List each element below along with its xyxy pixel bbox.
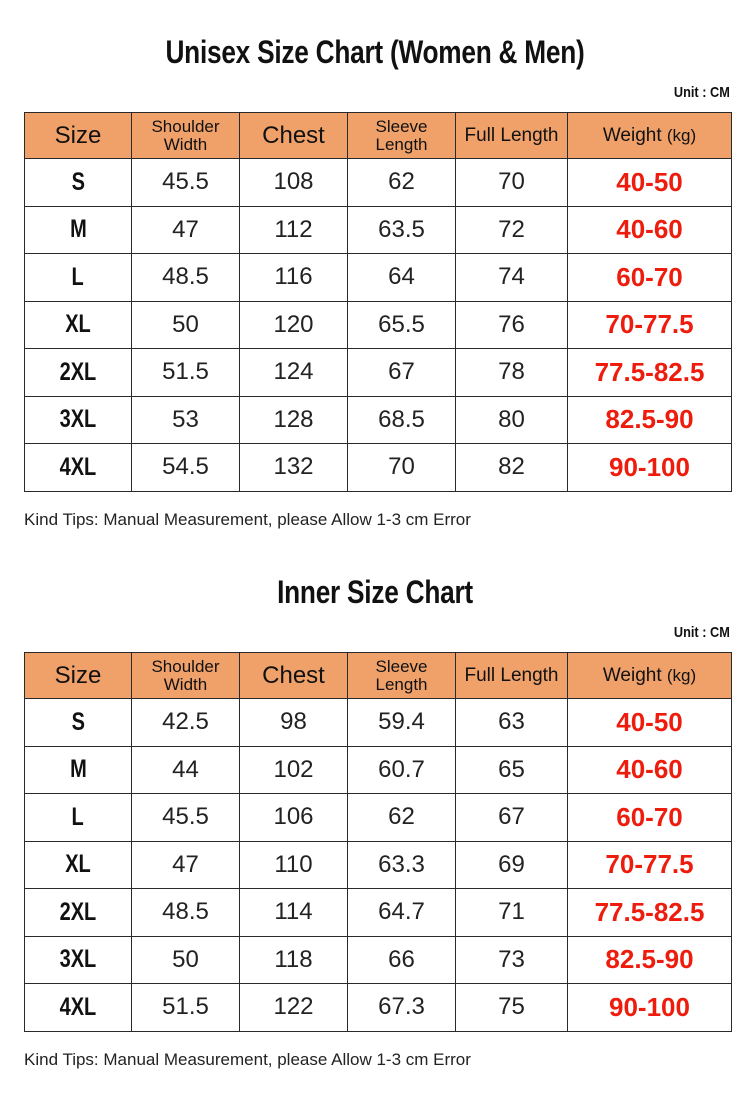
weight-cell: 70-77.5 xyxy=(568,301,732,349)
table-row xyxy=(25,396,732,444)
header-shoulder xyxy=(132,113,240,159)
size-label: L xyxy=(71,262,85,291)
size-cell xyxy=(25,936,132,984)
size-cell xyxy=(25,301,132,349)
chart-title: Inner Size Chart xyxy=(277,574,473,610)
sleeve-cell: 59.4 xyxy=(348,699,456,747)
chest-cell: 114 xyxy=(240,889,348,937)
header-shoulder-line1: Shoulder xyxy=(151,116,220,136)
sleeve-cell: 67 xyxy=(348,349,456,397)
table-row xyxy=(25,349,732,397)
length-cell: 71 xyxy=(456,889,568,937)
length-cell: 78 xyxy=(456,349,568,397)
length-cell: 73 xyxy=(456,936,568,984)
table-row xyxy=(25,889,732,937)
size-cell xyxy=(25,984,132,1032)
sleeve-cell: 62 xyxy=(348,159,456,207)
chest-cell: 108 xyxy=(240,159,348,207)
size-label: XL xyxy=(65,850,91,879)
header-shoulder-line2: Width xyxy=(163,674,208,694)
header-full-length: Full Length xyxy=(456,653,568,699)
chest-cell: 132 xyxy=(240,444,348,492)
header-sleeve-line1: Sleeve xyxy=(375,656,428,676)
length-cell: 69 xyxy=(456,841,568,889)
chest-cell: 128 xyxy=(240,396,348,444)
sleeve-cell: 62 xyxy=(348,794,456,842)
chest-cell: 122 xyxy=(240,984,348,1032)
weight-cell: 40-60 xyxy=(568,746,732,794)
length-cell: 80 xyxy=(456,396,568,444)
header-size: Size xyxy=(25,653,132,699)
size-label: 3XL xyxy=(59,405,97,434)
header-size: Size xyxy=(25,113,132,159)
header-shoulder-line2: Width xyxy=(163,134,208,154)
table-row xyxy=(25,206,732,254)
chest-cell: 102 xyxy=(240,746,348,794)
inner-size-chart-section xyxy=(0,540,750,1096)
weight-cell: 70-77.5 xyxy=(568,841,732,889)
size-cell xyxy=(25,746,132,794)
chest-cell: 124 xyxy=(240,349,348,397)
size-label: 4XL xyxy=(59,452,97,481)
size-cell xyxy=(25,206,132,254)
table-row xyxy=(25,841,732,889)
chart-title: Unisex Size Chart (Women & Men) xyxy=(165,34,585,70)
chest-cell: 106 xyxy=(240,794,348,842)
header-shoulder-line1: Shoulder xyxy=(151,656,220,676)
length-cell: 70 xyxy=(456,159,568,207)
weight-cell: 40-50 xyxy=(568,699,732,747)
sleeve-cell: 63.3 xyxy=(348,841,456,889)
size-table xyxy=(24,112,732,492)
size-label: 4XL xyxy=(59,992,97,1021)
header-weight-unit: (kg) xyxy=(666,125,697,145)
kind-tips: Kind Tips: Manual Measurement, please Allow 1-3 cm Error xyxy=(24,1050,471,1069)
header-shoulder xyxy=(132,653,240,699)
shoulder-cell: 48.5 xyxy=(132,254,240,302)
weight-cell: 82.5-90 xyxy=(568,936,732,984)
size-label: M xyxy=(69,755,87,784)
header-weight-unit: (kg) xyxy=(666,665,697,685)
table-row xyxy=(25,301,732,349)
length-cell: 72 xyxy=(456,206,568,254)
length-cell: 82 xyxy=(456,444,568,492)
chest-cell: 110 xyxy=(240,841,348,889)
header-sleeve xyxy=(348,653,456,699)
header-weight-label: Weight xyxy=(602,124,662,146)
size-cell xyxy=(25,889,132,937)
header-weight xyxy=(568,113,732,159)
header-sleeve xyxy=(348,113,456,159)
kind-tips: Kind Tips: Manual Measurement, please Allow 1-3 cm Error xyxy=(24,510,471,529)
shoulder-cell: 53 xyxy=(132,396,240,444)
size-table xyxy=(24,652,732,1032)
shoulder-cell: 51.5 xyxy=(132,984,240,1032)
size-label: XL xyxy=(65,310,91,339)
shoulder-cell: 54.5 xyxy=(132,444,240,492)
shoulder-cell: 44 xyxy=(132,746,240,794)
size-label: L xyxy=(71,802,85,831)
header-sleeve-line2: Length xyxy=(375,134,428,154)
size-label: 2XL xyxy=(59,357,97,386)
shoulder-cell: 50 xyxy=(132,936,240,984)
header-sleeve-line2: Length xyxy=(375,674,428,694)
header-chest: Chest xyxy=(240,113,348,159)
weight-cell: 77.5-82.5 xyxy=(568,889,732,937)
weight-cell: 60-70 xyxy=(568,794,732,842)
header-row xyxy=(25,113,732,159)
weight-cell: 40-60 xyxy=(568,206,732,254)
size-cell xyxy=(25,444,132,492)
size-cell xyxy=(25,794,132,842)
size-label: 2XL xyxy=(59,897,97,926)
size-cell xyxy=(25,159,132,207)
weight-cell: 40-50 xyxy=(568,159,732,207)
size-label: 3XL xyxy=(59,945,97,974)
sleeve-cell: 63.5 xyxy=(348,206,456,254)
table-row xyxy=(25,794,732,842)
weight-cell: 90-100 xyxy=(568,984,732,1032)
size-cell xyxy=(25,699,132,747)
length-cell: 63 xyxy=(456,699,568,747)
length-cell: 67 xyxy=(456,794,568,842)
sleeve-cell: 64.7 xyxy=(348,889,456,937)
sleeve-cell: 66 xyxy=(348,936,456,984)
header-weight-label: Weight xyxy=(602,664,662,686)
length-cell: 74 xyxy=(456,254,568,302)
table-row xyxy=(25,746,732,794)
header-chest: Chest xyxy=(240,653,348,699)
length-cell: 75 xyxy=(456,984,568,1032)
weight-cell: 82.5-90 xyxy=(568,396,732,444)
size-label: M xyxy=(69,215,87,244)
chest-cell: 118 xyxy=(240,936,348,984)
sleeve-cell: 60.7 xyxy=(348,746,456,794)
length-cell: 76 xyxy=(456,301,568,349)
shoulder-cell: 47 xyxy=(132,841,240,889)
sleeve-cell: 65.5 xyxy=(348,301,456,349)
header-full-length: Full Length xyxy=(456,113,568,159)
header-weight xyxy=(568,653,732,699)
shoulder-cell: 50 xyxy=(132,301,240,349)
shoulder-cell: 45.5 xyxy=(132,159,240,207)
sleeve-cell: 64 xyxy=(348,254,456,302)
size-label: S xyxy=(71,167,85,196)
table-row xyxy=(25,444,732,492)
chest-cell: 120 xyxy=(240,301,348,349)
size-label: S xyxy=(71,707,85,736)
table-row xyxy=(25,159,732,207)
chest-cell: 112 xyxy=(240,206,348,254)
size-cell xyxy=(25,349,132,397)
length-cell: 65 xyxy=(456,746,568,794)
table-row xyxy=(25,254,732,302)
table-row xyxy=(25,984,732,1032)
unit-label: Unit : CM xyxy=(674,624,730,641)
sleeve-cell: 70 xyxy=(348,444,456,492)
weight-cell: 90-100 xyxy=(568,444,732,492)
shoulder-cell: 45.5 xyxy=(132,794,240,842)
header-row xyxy=(25,653,732,699)
shoulder-cell: 51.5 xyxy=(132,349,240,397)
size-cell xyxy=(25,841,132,889)
shoulder-cell: 42.5 xyxy=(132,699,240,747)
unit-label: Unit : CM xyxy=(674,84,730,101)
size-cell xyxy=(25,396,132,444)
weight-cell: 60-70 xyxy=(568,254,732,302)
table-row xyxy=(25,699,732,747)
unisex-size-chart-section xyxy=(0,0,750,540)
sleeve-cell: 67.3 xyxy=(348,984,456,1032)
shoulder-cell: 48.5 xyxy=(132,889,240,937)
weight-cell: 77.5-82.5 xyxy=(568,349,732,397)
header-sleeve-line1: Sleeve xyxy=(375,116,428,136)
shoulder-cell: 47 xyxy=(132,206,240,254)
size-cell xyxy=(25,254,132,302)
sleeve-cell: 68.5 xyxy=(348,396,456,444)
chest-cell: 116 xyxy=(240,254,348,302)
table-row xyxy=(25,936,732,984)
chest-cell: 98 xyxy=(240,699,348,747)
